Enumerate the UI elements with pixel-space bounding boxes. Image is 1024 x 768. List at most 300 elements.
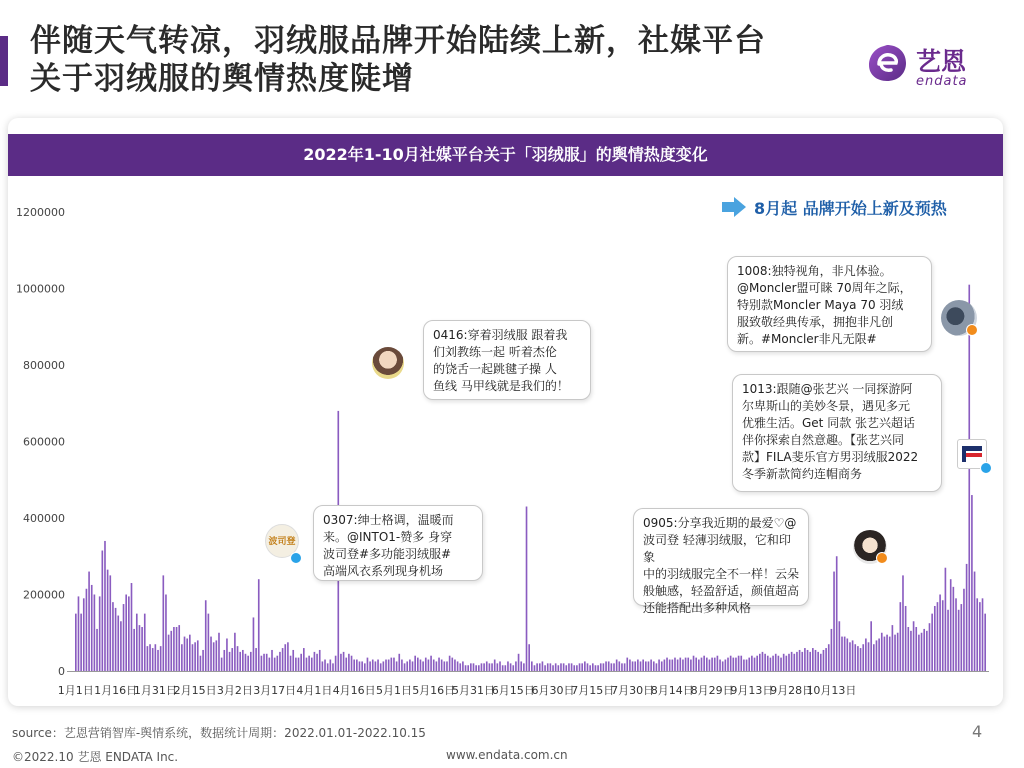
chart-bar [542, 661, 544, 671]
chart-bar [725, 660, 727, 671]
chart-bar [921, 633, 923, 671]
x-tick-label: 10月13日 [806, 684, 857, 697]
chart-bar [727, 658, 729, 671]
chart-bar [133, 629, 135, 671]
chart-bar [955, 598, 957, 671]
chart-bar [449, 656, 451, 671]
chart-bar [584, 661, 586, 671]
chart-bar [968, 285, 970, 671]
title-line-1: 伴随天气转凉，羽绒服品牌开始陆续上新，社媒平台 [30, 23, 766, 59]
chart-bar [351, 656, 353, 671]
chart-bar [78, 596, 80, 671]
chart-bar [703, 656, 705, 671]
chart-bar [918, 635, 920, 671]
chart-bar [531, 661, 533, 671]
chart-bar [865, 638, 867, 671]
chart-bar [764, 654, 766, 671]
chart-bar [905, 606, 907, 671]
chart-bar [597, 665, 599, 671]
chart-bar [343, 652, 345, 671]
chart-bar [682, 660, 684, 671]
chart-bar [282, 648, 284, 671]
chart-bar [218, 633, 220, 671]
chart-bar [605, 661, 607, 671]
chart-bar [804, 648, 806, 671]
chart-bar [234, 633, 236, 671]
chart-bar [210, 637, 212, 671]
chart-bar [298, 658, 300, 671]
chart-bar [979, 602, 981, 671]
chart-bar [939, 595, 941, 672]
chart-bar [786, 656, 788, 671]
chart-bar [775, 654, 777, 671]
chart-bar [428, 660, 430, 671]
x-tick-label: 7月15日 [571, 684, 615, 697]
chart-bar [420, 660, 422, 671]
chart-bar [189, 635, 191, 671]
chart-bar [982, 598, 984, 671]
chart-bar [186, 638, 188, 671]
chart-bar [923, 629, 925, 671]
chart-bar [462, 661, 464, 671]
chart-bar [862, 644, 864, 671]
chart-bar [653, 661, 655, 671]
verified-badge-icon [980, 462, 992, 474]
chart-bar [274, 658, 276, 671]
chart-bar [104, 541, 106, 671]
chart-bar [494, 660, 496, 671]
chart-bar [152, 648, 154, 671]
chart-bar [709, 660, 711, 671]
chart-bar [91, 585, 93, 671]
chart-bar [547, 663, 549, 671]
chart-bar [128, 596, 130, 671]
verified-badge-icon [966, 324, 978, 336]
chart-bar [473, 663, 475, 671]
chart-bar [645, 661, 647, 671]
chart-bar [112, 602, 114, 671]
chart-bar [730, 656, 732, 671]
chart-bar [937, 602, 939, 671]
chart-bar [589, 665, 591, 671]
chart-bar [857, 646, 859, 671]
chart-bar [581, 663, 583, 671]
chart-bar [229, 652, 231, 671]
chart-bar [860, 648, 862, 671]
chart-bar [889, 637, 891, 671]
chart-bar [592, 663, 594, 671]
chart-bar [817, 652, 819, 671]
chart-bar [854, 644, 856, 671]
chart-bar [367, 658, 369, 671]
x-tick-label: 4月1日 [296, 684, 333, 697]
chart-bar [327, 663, 329, 671]
chart-bar [181, 644, 183, 671]
chart-bar [388, 660, 390, 671]
chart-bar [287, 642, 289, 671]
chart-bar [314, 652, 316, 671]
chart-bar [831, 629, 833, 671]
chart-bar [550, 663, 552, 671]
chart-bar [330, 660, 332, 671]
chart-bar [202, 650, 204, 671]
chart-bar [722, 661, 724, 671]
chart-bar [629, 660, 631, 671]
chart-bar [876, 640, 878, 671]
chart-bar [414, 656, 416, 671]
chart-bar [385, 660, 387, 671]
title-line-2: 关于羽绒服的舆情热度陡增 [30, 61, 414, 97]
chart-bar [475, 665, 477, 671]
chart-bar [791, 652, 793, 671]
chart-bar [780, 658, 782, 671]
chart-bar [510, 663, 512, 671]
chart-bar [213, 642, 215, 671]
chart-bar [364, 663, 366, 671]
chart-bar [173, 627, 175, 671]
chart-bar [486, 661, 488, 671]
chart-bar [666, 658, 668, 671]
chart-bar [276, 656, 278, 671]
chart-bar [345, 658, 347, 671]
chart-bar [778, 656, 780, 671]
chart-bar [332, 663, 334, 671]
chart-bar [271, 650, 273, 671]
chart-bar [162, 575, 164, 671]
chart-bar [902, 575, 904, 671]
chart-bar [732, 658, 734, 671]
chart-bar [632, 661, 634, 671]
chart-bar [717, 656, 719, 671]
chart-bar [624, 663, 626, 671]
chart-bar [157, 650, 159, 671]
chart-bar [674, 658, 676, 671]
chart-bar [102, 551, 104, 671]
chart-bar [950, 579, 952, 671]
chart-bar [743, 660, 745, 671]
chart-bar [913, 621, 915, 671]
chart-bar [467, 665, 469, 671]
chart-bar [99, 596, 101, 671]
chart-bar [756, 656, 758, 671]
chart-bar [155, 644, 157, 671]
logo-english-text: endata [916, 74, 968, 89]
chart-bar [907, 627, 909, 671]
chart-bar [677, 660, 679, 671]
chart-bar [300, 654, 302, 671]
chart-bar [319, 650, 321, 671]
chart-bar [401, 660, 403, 671]
chart-bar [934, 606, 936, 671]
chart-bar [714, 658, 716, 671]
chart-bar [491, 663, 493, 671]
verified-badge-icon [876, 552, 888, 564]
chart-bar [571, 663, 573, 671]
chart-bar [504, 665, 506, 671]
chart-bar [608, 661, 610, 671]
bosideng-avatar-text: 波司登 [268, 537, 296, 547]
chart-bar [120, 621, 122, 671]
x-tick-label: 3月17日 [253, 684, 297, 697]
chart-bar [754, 658, 756, 671]
x-tick-label: 6月15日 [491, 684, 535, 697]
chart-bar [512, 665, 514, 671]
chart-bar [107, 570, 109, 671]
chart-bar [852, 640, 854, 671]
chart-bar [528, 644, 530, 671]
chart-bar [565, 665, 567, 671]
chart-bar [478, 665, 480, 671]
chart-bar [237, 646, 239, 671]
chart-bar [960, 604, 962, 671]
chart-bar [290, 656, 292, 671]
x-tick-label: 1月16日 [94, 684, 138, 697]
chart-bar [626, 658, 628, 671]
chart-bar [86, 589, 88, 671]
chart-bar [88, 572, 90, 671]
website-link[interactable]: www.endata.com.cn [446, 748, 568, 762]
chart-bar [685, 658, 687, 671]
chart-bar [383, 661, 385, 671]
chart-bar [208, 614, 210, 671]
chart-bar [192, 644, 194, 671]
chart-bar [640, 661, 642, 671]
chart-bar [83, 598, 85, 671]
chart-bar [184, 637, 186, 671]
x-tick-label: 8月14日 [650, 684, 694, 697]
user-avatar-0416 [372, 347, 404, 379]
post-bubble-0416: 0416:穿着羽绒服 跟着我 们刘教练一起 听着杰伦 的饶舌一起跳毽子操 人 鱼线 马甲线就是我们的！ [423, 320, 591, 400]
chart-bar [974, 572, 976, 671]
chart-bar [258, 579, 260, 671]
chart-bar [945, 568, 947, 671]
x-tick-label: 1月1日 [57, 684, 94, 697]
chart-bar [573, 665, 575, 671]
chart-bar [762, 652, 764, 671]
chart-bar [255, 648, 257, 671]
chart-bar [849, 642, 851, 671]
chart-bar [147, 646, 149, 671]
y-tick-label: 400000 [23, 512, 65, 525]
chart-bar [664, 660, 666, 671]
chart-bar [637, 660, 639, 671]
chart-bar [870, 621, 872, 671]
chart-bar [839, 621, 841, 671]
chart-bar [892, 625, 894, 671]
post-bubble-1013: 1013:跟随@张艺兴 一同探游阿 尔卑斯山的美妙冬景，遇见多元 优雅生活。Get 同款 张艺兴超话 伴你探索自然意趣。【张艺兴同 款】FILA斐乐官方男羽绒服2022 冬季新款简约连帽商务 [732, 374, 942, 492]
chart-bar [884, 637, 886, 671]
y-tick-label: 1000000 [16, 282, 65, 296]
verified-badge-icon [290, 552, 302, 564]
post-bubble-0905: 0905:分享我近期的最爱♡@ 波司登 轻薄羽绒服，它和印象 中的羽绒服完全不一样！云朵 般触感，轻盈舒适，颜值超高 还能搭配出多种风格 [633, 508, 809, 606]
chart-bar [109, 575, 111, 671]
chart-bar [348, 654, 350, 671]
chart-bar [576, 665, 578, 671]
x-tick-label: 2月15日 [173, 684, 217, 697]
chart-bar [539, 663, 541, 671]
chart-bar [738, 656, 740, 671]
chart-bar [223, 650, 225, 671]
chart-bar [390, 658, 392, 671]
chart-bar [544, 665, 546, 671]
chart-bar [711, 658, 713, 671]
x-tick-label: 7月30日 [611, 684, 655, 697]
chart-bar [422, 661, 424, 671]
chart-bar [958, 610, 960, 671]
chart-bar [536, 663, 538, 671]
chart-bar [881, 633, 883, 671]
chart-bar [242, 650, 244, 671]
chart-bar [878, 638, 880, 671]
chart-bar [963, 589, 965, 671]
chart-bar [306, 658, 308, 671]
chart-bar [767, 656, 769, 671]
chart-bar [915, 627, 917, 671]
chart-bar [404, 663, 406, 671]
chart-bar [165, 595, 167, 672]
chart-bar [656, 663, 658, 671]
chart-bar [406, 661, 408, 671]
chart-bar [740, 656, 742, 671]
chart-bar [465, 665, 467, 671]
chart-bar [168, 635, 170, 671]
x-tick-label: 5月31日 [452, 684, 495, 697]
chart-bar [523, 663, 525, 671]
chart-bar [292, 650, 294, 671]
annotation-text: 8月起 品牌开始上新及预热 [754, 198, 947, 218]
chart-bar [613, 663, 615, 671]
chart-bar [900, 602, 902, 671]
chart-bar [197, 640, 199, 671]
chart-bar [369, 661, 371, 671]
chart-bar [783, 654, 785, 671]
chart-bar [499, 661, 501, 671]
chart-bar [502, 665, 504, 671]
chart-bar [687, 658, 689, 671]
chart-bar [205, 600, 207, 671]
chart-bar [621, 663, 623, 671]
chart-bar [825, 648, 827, 671]
chart-title: 2022年1-10月社媒平台关于「羽绒服」的舆情热度变化 [8, 134, 1003, 176]
chart-bar [221, 658, 223, 671]
chart-bar [308, 656, 310, 671]
chart-bar [926, 631, 928, 671]
chart-bar [701, 658, 703, 671]
chart-bar [658, 660, 660, 671]
copyright: ©2022.10 艺恩 ENDATA Inc. [12, 750, 179, 764]
chart-bar [820, 654, 822, 671]
chart-bar [266, 654, 268, 671]
chart-bar [380, 663, 382, 671]
chart-bar [316, 654, 318, 671]
chart-bar [931, 614, 933, 671]
chart-bar [642, 660, 644, 671]
chart-bar [759, 654, 761, 671]
chart-bar [809, 652, 811, 671]
chart-bar [971, 495, 973, 671]
chart-bar [497, 663, 499, 671]
chart-bar [772, 656, 774, 671]
chart-bar [828, 644, 830, 671]
chart-bar [552, 665, 554, 671]
chart-bar [454, 660, 456, 671]
chart-bar [393, 658, 395, 671]
chart-bar [303, 648, 305, 671]
chart-bar [801, 652, 803, 671]
chart-bar [518, 654, 520, 671]
chart-bar [269, 658, 271, 671]
chart-bar [247, 656, 249, 671]
y-tick-label: 800000 [23, 359, 65, 372]
x-tick-label: 1月31日 [133, 684, 177, 697]
chart-bar [436, 661, 438, 671]
chart-bar [279, 652, 281, 671]
chart-bar [618, 661, 620, 671]
chart-bar [735, 658, 737, 671]
chart-bar [398, 654, 400, 671]
chart-bar [489, 663, 491, 671]
chart-bar [425, 658, 427, 671]
chart-bar [322, 661, 324, 671]
chart-bar [846, 638, 848, 671]
x-tick-label: 9月28日 [770, 684, 814, 697]
chart-bar [178, 625, 180, 671]
chart-bar [679, 658, 681, 671]
y-tick-label: 200000 [23, 588, 65, 602]
chart-bar [746, 660, 748, 671]
chart-bar [695, 658, 697, 671]
chart-bar [966, 564, 968, 671]
chart-bar [661, 661, 663, 671]
chart-bar [295, 658, 297, 671]
chart-bar [929, 623, 931, 671]
chart-bar [231, 648, 233, 671]
chart-bar [261, 656, 263, 671]
post-bubble-0307: 0307:绅士格调，温暖而 来。@INTO1-赞多 身穿 波司登#多功能羽绒服# 高端风衣系列现身机场 [313, 505, 483, 581]
chart-bar [698, 660, 700, 671]
chart-bar [873, 644, 875, 671]
chart-bar [648, 661, 650, 671]
chart-bar [894, 635, 896, 671]
chart-bar [706, 658, 708, 671]
chart-bar [216, 640, 218, 671]
chart-bar [868, 642, 870, 671]
chart-bar [459, 663, 461, 671]
chart-bar [693, 656, 695, 671]
chart-bar [377, 660, 379, 671]
chart-bar [457, 661, 459, 671]
logo-chinese-text: 艺恩 [916, 47, 967, 76]
chart-bar [841, 637, 843, 671]
x-tick-label: 9月13日 [730, 684, 774, 697]
chart-bar [412, 661, 414, 671]
x-tick-label: 5月1日 [376, 684, 412, 697]
chart-bar [555, 663, 557, 671]
chart-bar [356, 660, 358, 671]
chart-bar [141, 627, 143, 671]
chart-bar [451, 658, 453, 671]
chart-bar [245, 654, 247, 671]
x-tick-label: 4月16日 [332, 684, 376, 697]
chart-bar [284, 644, 286, 671]
x-tick-label: 5月16日 [412, 684, 456, 697]
chart-bar [976, 598, 978, 671]
chart-bar [507, 661, 509, 671]
chart-bar [441, 660, 443, 671]
chart-bar [335, 656, 337, 671]
chart-bar [253, 617, 255, 671]
chart-bar [75, 614, 77, 671]
